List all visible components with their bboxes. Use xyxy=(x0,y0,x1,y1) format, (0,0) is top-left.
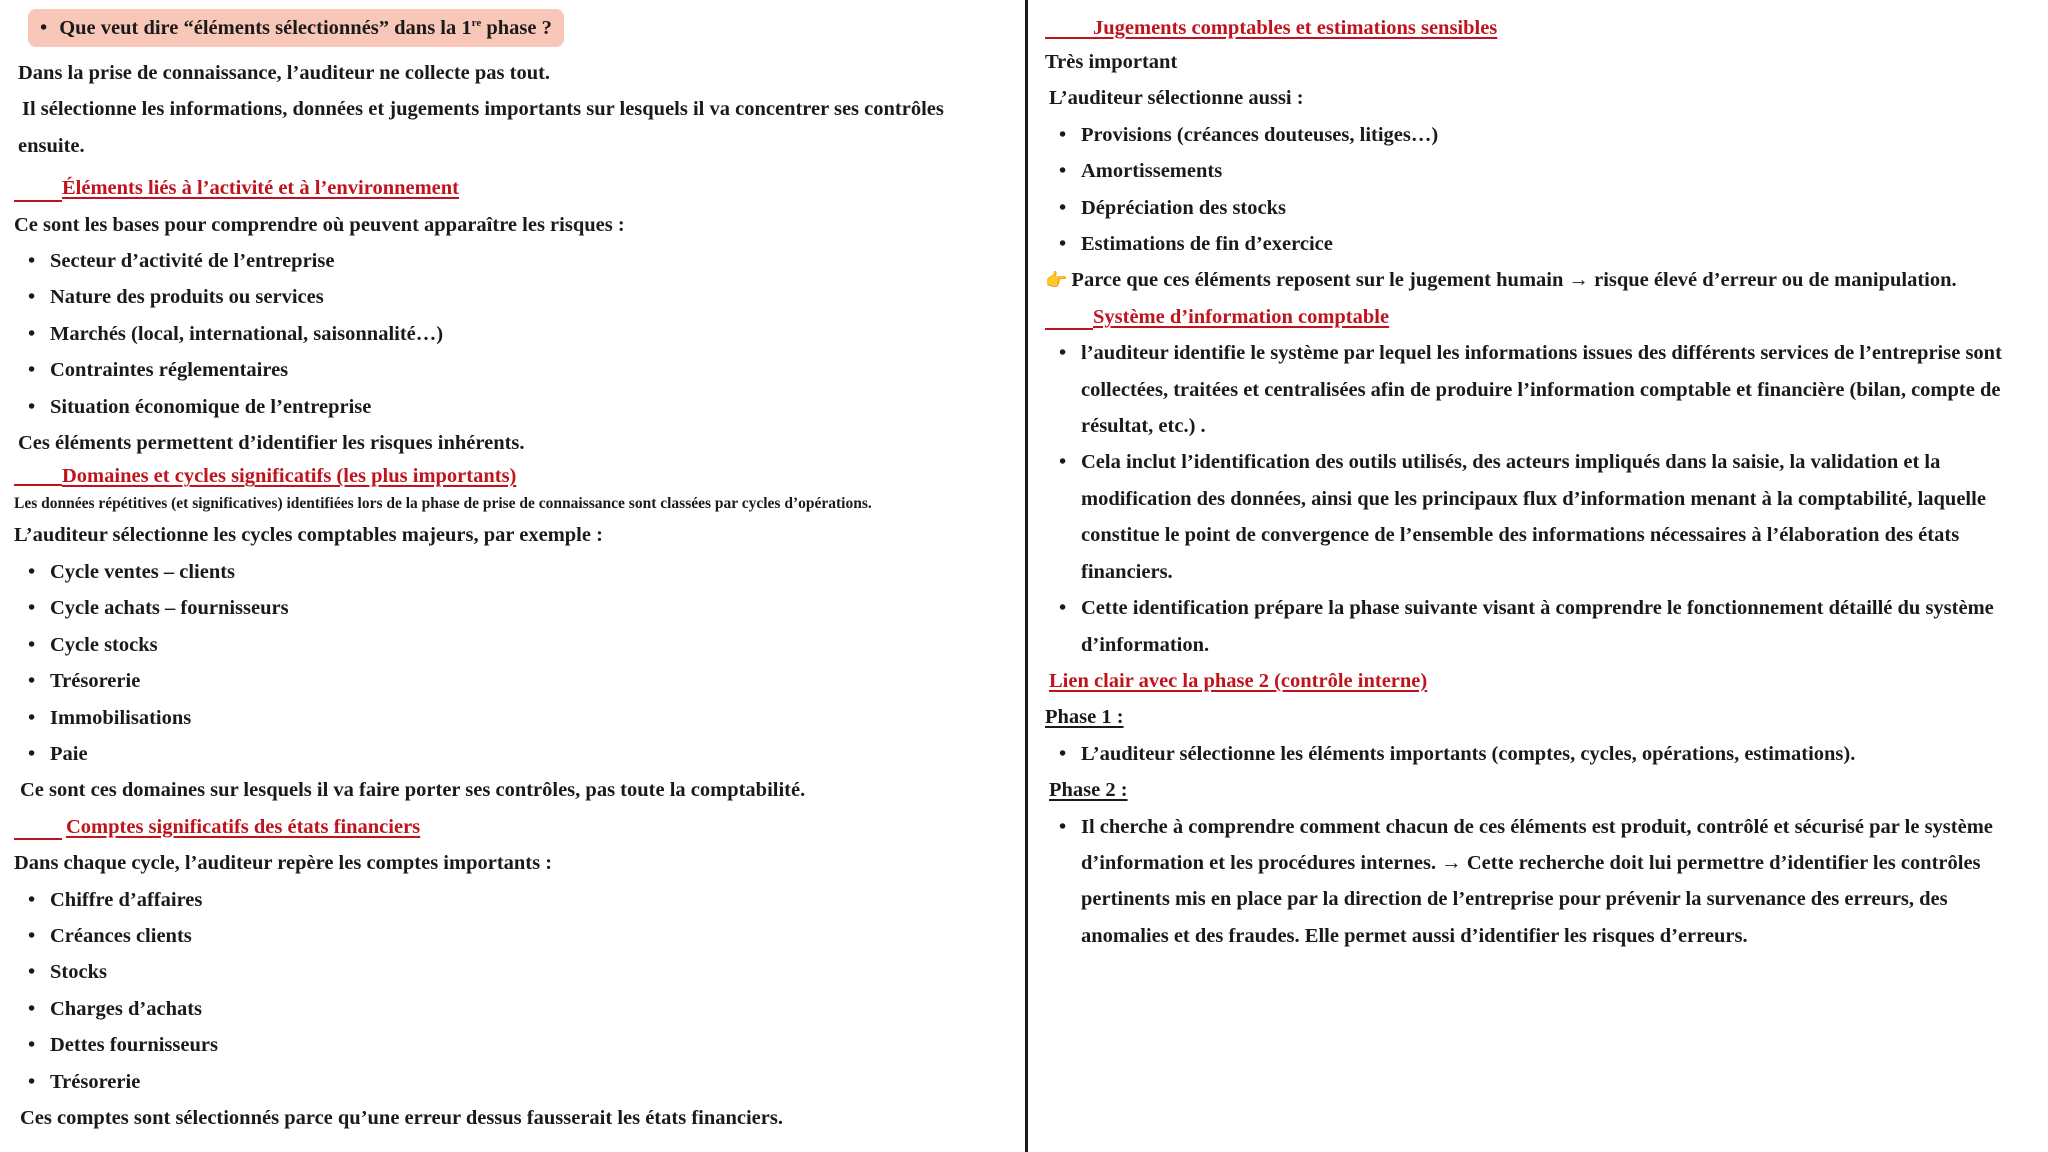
list-item: • Estimations de fin d’exercice xyxy=(1045,226,2042,262)
list-item: • Immobilisations xyxy=(14,700,1015,736)
callout-superscript: re xyxy=(471,17,482,30)
section-lead: Ce sont les bases pour comprendre où peuvent apparaître les risques : xyxy=(14,213,625,236)
judgements-list xyxy=(1045,117,2042,263)
section-lead: L’auditeur sélectionne aussi : xyxy=(1049,87,1304,110)
section-heading-judgements: Jugements comptables et estimations sensibles xyxy=(1045,12,1497,44)
intro-line-3: ensuite. xyxy=(18,134,85,157)
list-item: • Paie xyxy=(14,736,1015,772)
list-item: • Dettes fournisseurs xyxy=(14,1027,1015,1063)
list-item: • Créances clients xyxy=(14,918,1015,954)
phase-1-label: Phase 1 : xyxy=(1045,706,1124,729)
accounts-list xyxy=(14,882,1015,1100)
list-item: • Provisions (créances douteuses, litiges…) xyxy=(1045,117,2042,153)
list-item: • Amortissements xyxy=(1045,153,2042,189)
pointer-text: Parce que ces éléments reposent sur le jugement humain → risque élevé d’erreur ou de manipulation. xyxy=(1071,269,1957,292)
list-item: • Stocks xyxy=(14,954,1015,990)
section-lead: Dans chaque cycle, l’auditeur repère les comptes importants : xyxy=(14,852,553,875)
section-outro: Ces comptes sont sélectionnés parce qu’une erreur dessus fausserait les états financiers. xyxy=(20,1106,783,1129)
list-item: • Dépréciation des stocks xyxy=(1045,190,2042,226)
question-callout xyxy=(28,9,564,47)
pointing-hand-icon: 👉 xyxy=(1045,270,1068,291)
list-item: • Chiffre d’affaires xyxy=(14,882,1015,918)
bullet-icon: • xyxy=(40,17,48,39)
section-lead: L’auditeur sélectionne les cycles comptables majeurs, par exemple : xyxy=(14,524,603,547)
list-item: • Marchés (local, international, saisonnalité…) xyxy=(14,316,1015,352)
list-item: • Trésorerie xyxy=(14,1064,1015,1100)
section-heading-system: Système d’information comptable xyxy=(1045,299,1389,335)
list-item: • Cycle achats – fournisseurs xyxy=(14,590,1015,626)
list-item: • Nature des produits ou services xyxy=(14,279,1015,315)
section-note: Les données répétitives (et significatives) identifiées lors de la phase de prise de connaissance sont classées par cycles d’opérations. xyxy=(14,495,872,513)
section-subtitle: Très important xyxy=(1045,51,1178,73)
list-item: • Secteur d’activité de l’entreprise xyxy=(14,243,1015,279)
list-item: • Cette identification prépare la phase suivante visant à comprendre le fonctionnement détaillé du système d’information. xyxy=(1045,590,2042,663)
cycles-list xyxy=(14,554,1015,772)
list-item: • l’auditeur identifie le système par lequel les informations issues des différents services de l’entreprise sont collectées, traitées et centralisées afin de produire l’information comptable et financière (bilan, compte de résultat, etc.) . xyxy=(1045,335,2042,444)
section-heading-activity: Éléments liés à l’activité et à l’environnement xyxy=(14,170,459,206)
phase-1-list xyxy=(1045,736,2042,772)
system-list xyxy=(1045,335,2042,663)
intro-line-1: Dans la prise de connaissance, l’auditeur ne collecte pas tout. xyxy=(18,62,551,84)
section-heading-cycles: Domaines et cycles significatifs (les plus importants) xyxy=(14,461,516,491)
activity-list xyxy=(14,243,1015,425)
right-column xyxy=(1028,0,2048,1152)
pointer-note xyxy=(1045,262,2042,298)
list-item: • Cycle stocks xyxy=(14,627,1015,663)
section-outro: Ce sont ces domaines sur lesquels il va faire porter ses contrôles, pas toute la comptabilité. xyxy=(20,779,806,802)
callout-text-end: phase ? xyxy=(481,17,552,39)
list-item: • Charges d’achats xyxy=(14,991,1015,1027)
list-item: • Situation économique de l’entreprise xyxy=(14,389,1015,425)
section-heading-accounts: Comptes significatifs des états financiers xyxy=(14,809,420,845)
section-outro: Ces éléments permettent d’identifier les risques inhérents. xyxy=(18,432,525,455)
list-item: • Cela inclut l’identification des outils utilisés, des acteurs impliqués dans la saisie, la validation et la modification des données, ainsi que les principaux flux d’information menant à la comptabilité, laquelle constitue le point de convergence de l’ensemble des informations nécessaires à l’élaboration des états financiers. xyxy=(1045,444,2042,590)
list-item: • Contraintes réglementaires xyxy=(14,352,1015,388)
section-heading-link: Lien clair avec la phase 2 (contrôle interne) xyxy=(1049,669,1428,692)
phase-2-label: Phase 2 : xyxy=(1049,779,1128,802)
list-item: • L’auditeur sélectionne les éléments importants (comptes, cycles, opérations, estimations). xyxy=(1045,736,2042,772)
intro-line-2: Il sélectionne les informations, données et jugements importants sur lesquels il va concentrer ses contrôles xyxy=(22,98,944,121)
callout-text: Que veut dire “éléments sélectionnés” dans la 1 xyxy=(59,17,472,39)
phase-2-list xyxy=(1045,809,2042,955)
list-item: • Il cherche à comprendre comment chacun de ces éléments est produit, contrôlé et sécurisé par le système d’information et les procédures internes. → Cette recherche doit lui permettre d’identifier les contrôles pertinents mis en place par la direction de l’entreprise pour prévenir la survenance des erreurs, des anomalies et des fraudes. Elle permet aussi d’identifier les risques d’erreurs. xyxy=(1045,809,2042,955)
list-item: • Trésorerie xyxy=(14,663,1015,699)
list-item: • Cycle ventes – clients xyxy=(14,554,1015,590)
